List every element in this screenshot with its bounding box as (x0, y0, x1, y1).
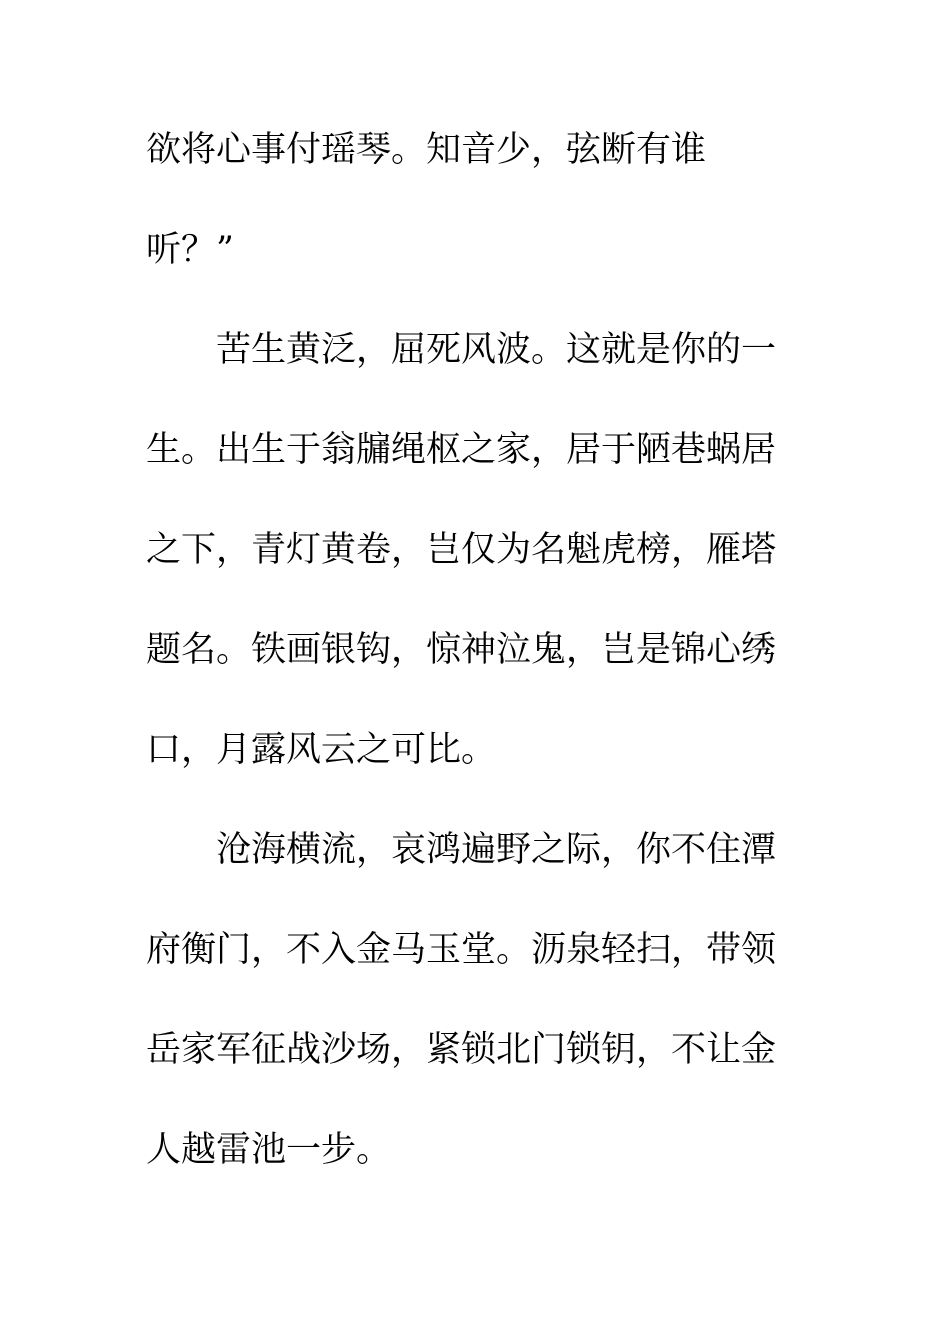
text-line: 欲将心事付瑶琴。知音少，弦断有谁 (146, 130, 707, 170)
text-line: 之下，青灯黄卷，岂仅为名魁虎榜，雁塔 (146, 530, 777, 570)
text-line: 题名。铁画银钩，惊神泣鬼，岂是锦心绣 (146, 630, 777, 670)
text-line: 府衡门，不入金马玉堂。沥泉轻扫，带领 (146, 930, 777, 970)
body-text (146, 120, 806, 1220)
text-line: 口，月露风云之可比。 (146, 730, 497, 770)
paragraph-start-line: 苦生黄泛，屈死风波。这就是你的一 (216, 330, 777, 370)
paragraph-start-line: 沧海横流，哀鸿遍野之际，你不住潭 (216, 830, 777, 870)
text-line: 生。出生于翁牖绳枢之家，居于陋巷蜗居 (146, 430, 777, 470)
text-line: 人越雷池一步。 (146, 1130, 392, 1170)
text-line: 听？” (146, 230, 234, 270)
text-line: 岳家军征战沙场，紧锁北门锁钥，不让金 (146, 1030, 777, 1070)
